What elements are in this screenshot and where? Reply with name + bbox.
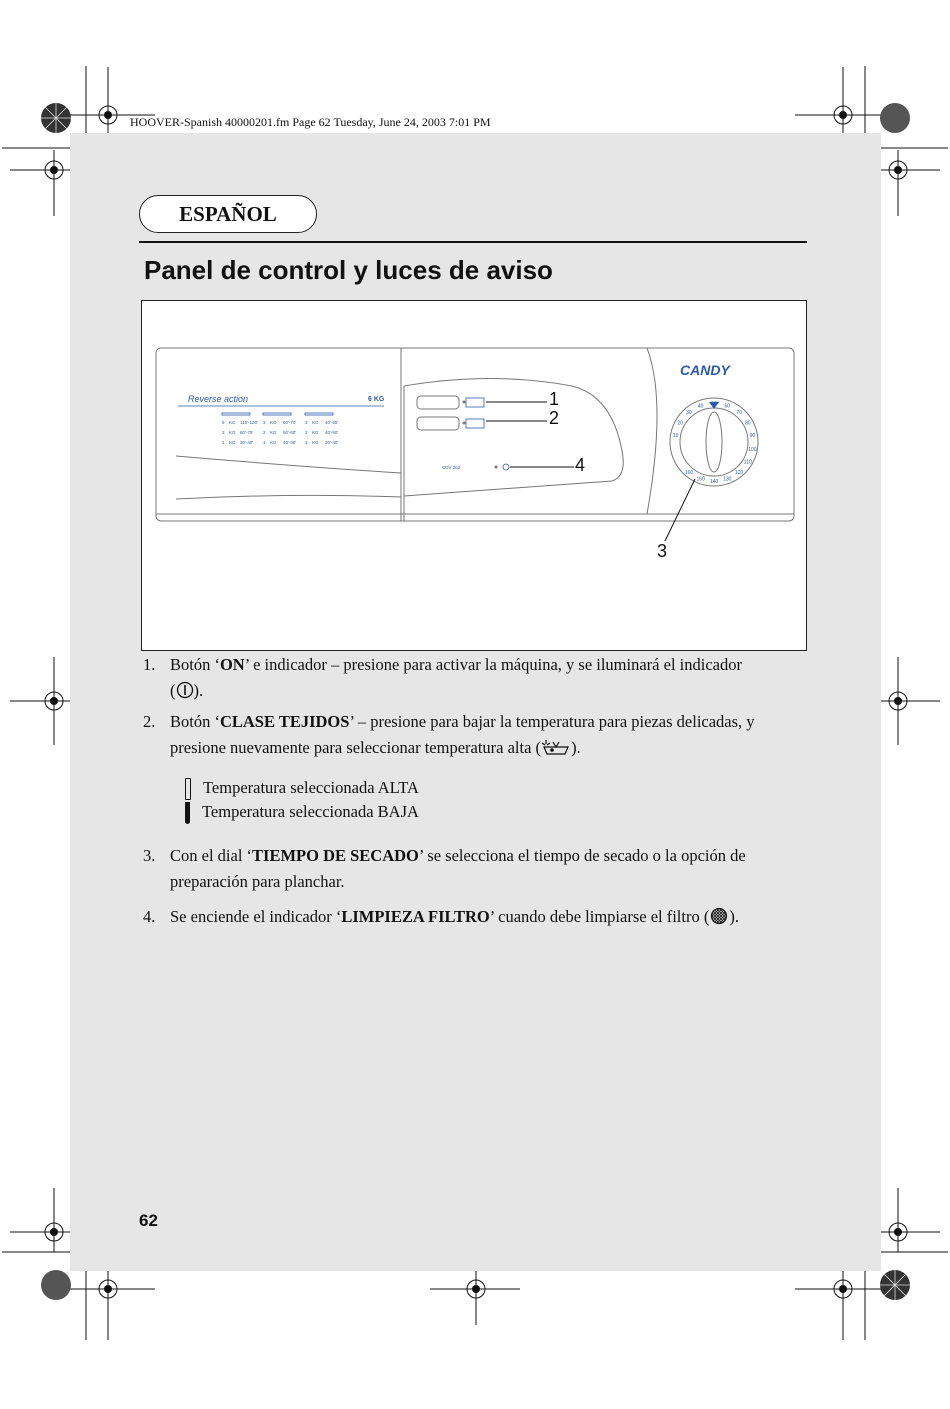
load-table	[222, 420, 338, 445]
item-term: LIMPIEZA FILTRO	[341, 907, 490, 926]
item-term: ON	[219, 655, 245, 674]
load-table-cell: KG	[229, 420, 236, 425]
item-text-pre: Botón ‘	[170, 655, 220, 674]
load-table-cell: 60'-70'	[283, 420, 297, 425]
item-text-line2-post: ).	[193, 681, 204, 700]
dial-number: 120	[734, 469, 744, 476]
high-temperature-icon	[541, 738, 571, 756]
dial-number: 150	[696, 476, 705, 483]
item-number: 3.	[143, 846, 156, 865]
load-table-cell: 40'-50'	[325, 430, 339, 435]
control-panel-drawing	[142, 301, 808, 652]
high-temp-mark-icon	[185, 778, 191, 800]
page-number: 62	[139, 1211, 158, 1230]
dial-number: 130	[723, 476, 732, 483]
language-tab: ESPAÑOL	[139, 195, 317, 233]
temperature-option-high	[185, 778, 419, 800]
dial-number: 110	[743, 459, 752, 466]
load-table-cell: 110'-120'	[240, 420, 258, 425]
dial-number: 60	[724, 403, 731, 410]
item-text-post: ’ cuando debe limpiarse el filtro (	[489, 907, 710, 926]
item-number: 4.	[143, 907, 156, 926]
filter-icon	[709, 907, 729, 925]
item-text-line2-pre: presione nuevamente para seleccionar temperatura alta (	[170, 738, 542, 757]
title-rule	[139, 241, 807, 243]
callout-2: 2	[549, 408, 560, 428]
load-table-cell: 1	[263, 440, 266, 445]
temperature-option-label: Temperatura seleccionada BAJA	[202, 802, 419, 821]
temperature-option-label: Temperatura seleccionada ALTA	[203, 778, 419, 797]
item-text-post: ’ e indicador – presione para activar la máquina, y se iluminará el indicador	[244, 655, 742, 674]
print-header: HOOVER-Spanish 40000201.fm Page 62 Tuesday, June 24, 2003 7:01 PM	[130, 115, 491, 129]
callout-1: 1	[549, 389, 560, 409]
item-text-pre: Con el dial ‘	[170, 846, 253, 865]
control-panel-figure	[141, 300, 807, 651]
item-term: CLASE TEJIDOS	[219, 712, 350, 731]
dial-number: 40	[697, 403, 704, 410]
dial-number: 50	[711, 401, 717, 407]
panel-code: CDV 262	[442, 465, 461, 470]
dial-number: 90	[749, 433, 756, 440]
model-logo: Reverse action	[188, 394, 249, 404]
load-table-cell: KG	[312, 430, 319, 435]
load-table-cell: 30'-40'	[240, 440, 254, 445]
capacity-label: 6 KG	[368, 396, 385, 403]
dial-number: 140	[709, 479, 719, 485]
dial-number: 160	[684, 469, 694, 476]
low-temp-mark-icon	[185, 802, 190, 824]
item-text-post2: ).	[729, 907, 739, 926]
item-text-post: ’ se selecciona el tiempo de secado o la opción de	[418, 846, 746, 865]
load-table-cell: 3	[222, 430, 225, 435]
item-text-pre: Botón ‘	[170, 712, 220, 731]
item-text-line2-pre: (	[170, 681, 176, 700]
load-table-cell: 2	[305, 430, 308, 435]
load-table-cell: 3	[263, 420, 266, 425]
dial-number: 80	[745, 420, 751, 427]
load-table-cell: 60'-75'	[240, 430, 254, 435]
item-term: TIEMPO DE SECADO	[252, 846, 419, 865]
page-title: Panel de control y luces de aviso	[144, 255, 553, 285]
item-text-post: ’ – presione para bajar la temperatura para piezas delicadas, y	[349, 712, 755, 731]
load-table-cell: 50'-60'	[283, 430, 297, 435]
item-number: 2.	[143, 712, 156, 731]
brand-logo: CANDY	[680, 362, 730, 378]
load-table-cell: KG	[229, 440, 236, 445]
load-table-cell: 1	[305, 440, 308, 445]
item-text-pre: Se enciende el indicador ‘	[170, 907, 342, 926]
load-table-cell: 40'-55'	[325, 420, 339, 425]
load-table-cell: KG	[312, 420, 319, 425]
dial-number: 20	[677, 420, 683, 427]
dial-scale	[673, 401, 757, 485]
callout-4: 4	[575, 455, 586, 475]
load-table-cell: 6	[222, 420, 225, 425]
item-text-line2-pre: preparación para planchar.	[170, 872, 345, 891]
callout-3: 3	[657, 541, 668, 561]
load-table-cell: KG	[229, 430, 236, 435]
item-number: 1.	[143, 655, 156, 674]
load-table-cell: KG	[312, 440, 319, 445]
dial-number: 100	[748, 446, 757, 453]
dial-number: 30	[686, 410, 692, 417]
load-table-cell: 30'-40'	[325, 440, 339, 445]
item-text-line2-post: ).	[571, 738, 581, 757]
load-table-cell: KG	[270, 420, 277, 425]
dial-number: 10	[672, 433, 679, 440]
load-table-cell: 3	[305, 420, 308, 425]
load-table-cell: KG	[270, 440, 277, 445]
load-table-cell: 1	[222, 440, 225, 445]
temperature-option-low	[185, 802, 419, 824]
load-table-cell: KG	[270, 430, 277, 435]
power-indicator-icon	[176, 681, 194, 699]
dial-number: 70	[736, 410, 742, 417]
load-table-cell: 2	[263, 430, 266, 435]
load-table-cell: 40'-50'	[283, 440, 297, 445]
